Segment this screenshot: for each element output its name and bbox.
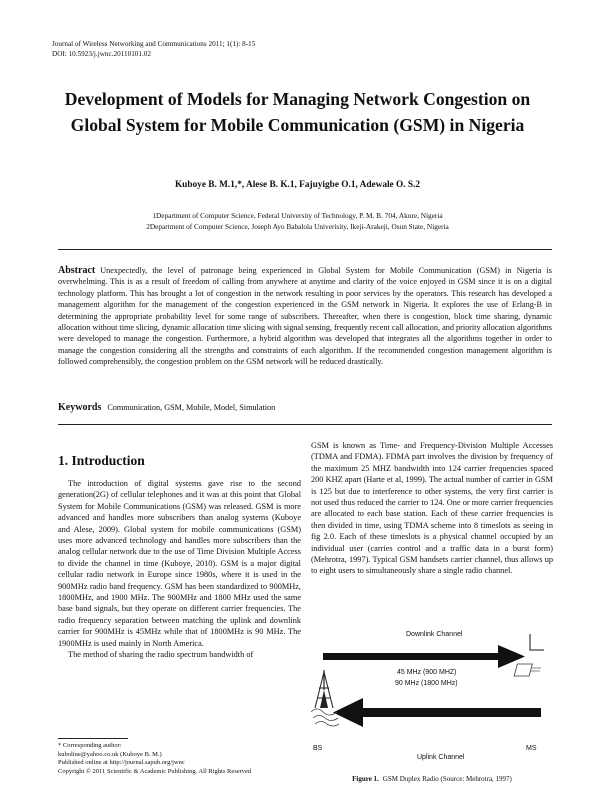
top-divider <box>58 249 552 250</box>
caption-label: Figure 1. <box>352 775 379 783</box>
paper-title: Development of Models for Managing Network Congestion on Global System for Mobile Communication (GSM) in Nigeria <box>64 89 531 135</box>
figure-1 <box>311 628 553 768</box>
uplink-label: Uplink Channel <box>417 754 465 761</box>
downlink-arrow <box>323 645 525 668</box>
journal-header <box>52 40 255 59</box>
footnote <box>58 742 301 776</box>
left-column <box>58 478 301 661</box>
affiliation-2: 2Department of Computer Science, Joseph Ayo Babalola Univerisity, Ikeji-Arakeji, Osun State, Nigeria <box>146 221 449 231</box>
journal-doi: DOI: 10.5923/j.jwnc.20110101.02 <box>52 49 151 58</box>
uplink-arrow <box>333 698 541 727</box>
affiliations <box>40 211 555 232</box>
footnote-email: kuboline@yahoo.co.uk (Kuboye B. M.) <box>58 750 162 758</box>
downlink-label: Downlink Channel <box>406 631 463 638</box>
author-list: Kuboye B. M.1,*, Alese B. K.1, Fajuyigbe O.1, Adewale O. S.2 <box>174 180 421 190</box>
footnote-corresponding: * Corresponding author: <box>58 742 122 749</box>
bs-label: BS <box>313 745 323 752</box>
abstract-text: Unexpectedly, the level of patronage being experienced in Global System for Mobile Communication (GSM) in Nigeria is overwhelming. This is as a result of freedom of calling from anywhere at anytime and clarity of the voice enjoyed in GSM since it is on a digital technology platform. This has brought a lot of congestion in the network resulting in poor services by the operators. This research has developed a management algorithm for the management of the congestion experienced in the GSM network in Nigeria. It explores the use of Erlang-B in determining the appropriate probability level for some range of subscribers. Thereafter, when there is congestion, block time sharing, dynamic allocation without time slicing, dynamic allocation time slicing with signal sensing, frequently recent call allocation, and priority allocation algorithms were developed to manage the congestion. Furthermore, a hybrid algorithm was developed that integrates all the algorithms together in order to manage the congestion considering all the strengths and constraints of each algorithm. If the recommended congestion management algorithm is followed comprehensibly, the congestion problem on the GSM network will be reduced drastically. <box>58 266 552 367</box>
frequency-900-label: 45 MHz (900 MHZ) <box>397 669 457 676</box>
figure-caption <box>311 775 553 783</box>
base-station-tower-icon <box>311 670 339 726</box>
keywords-label: Keywords <box>58 402 102 413</box>
affiliation-1: 1Department of Computer Science, Federal University of Technology, P. M. B. 704, Akure, Nigeria <box>152 211 443 220</box>
abstract-label: Abstract <box>58 265 96 276</box>
intro-paragraph-3: GSM is known as Time- and Frequency-Division Multiple Accesses (TDMA and FDMA). FDMA part involves the division by frequency of the maximum 25 MHZ bandwidth into 124 carrier frequencies spaced 200 KHZ apart (Harte et al, 1999). The actual number of carrier in GSM is 125 but due to interference to other systems, the very first carrier is not used thus reduced the carrier to 124. One or more carrier frequencies are allocated to each base station. Each of these carrier frequencies is then divided in time, using TDMA scheme into 8 timeslots as seeing in fig 2.0. Each of these timeslots is a physical channel occupied by an individual user (carries control and a traffic data in a burst form) (Mehrotra, 1997). Typical GSM handsets carrier channel, thus allows up to eight users to simultaneously share a single radio channel. <box>311 441 553 576</box>
figure-graphic <box>311 628 553 768</box>
journal-citation: Journal of Wireless Networking and Communications 2011; 1(1): 8-15 <box>52 40 256 48</box>
ms-label: MS <box>526 745 537 752</box>
footnote-divider <box>58 738 128 739</box>
keywords-section <box>58 402 552 413</box>
keywords-text: Communication, GSM, Mobile, Model, Simulation <box>107 403 276 412</box>
frequency-1800-label: 90 MHz (1800 MHz) <box>395 680 458 687</box>
section-heading: 1. Introduction <box>58 453 145 468</box>
footnote-copyright: Copyright © 2011 Scientific & Academic Publishing. All Rights Reserved <box>58 767 252 775</box>
abstract-section <box>58 265 552 368</box>
intro-paragraph-2: The method of sharing the radio spectrum bandwidth of <box>68 650 254 660</box>
caption-text: GSM Duplex Radio (Source: Mehrotra, 1997) <box>382 775 512 783</box>
footnote-published: Published online at http://journal.sapub.org/jwnc <box>58 759 185 767</box>
right-column <box>311 440 553 577</box>
bottom-divider <box>58 424 552 425</box>
intro-paragraph-1: The introduction of digital systems gave rise to the second generation(2G) of cellular telephones and it was at this point that Global System for Mobile Communications (GSM) was released. GSM is more advanced and handles more subscribers than analog systems (Kuboye and Alese, 2009). Global system for mobile communications (GSM) uses more advanced technology and handles more subscribers than the analog cellular network due to the use of Time Division Multiple Access to divide the channel in time (Kuboye, 2010). GSM is a major digital cellular radio network in Europe since 1980s, where it is used in the 900MHz radio band frequency. GSM has been standardized to 900MHz, 1800MHz, and 1900 MHz. The 900MHz and 1800 MHz used the same base band signals, but they operate on different carrier frequencies. The radio frequency separation between matching the uplink and downlink carrier for 900MHz is 45MHz while that of 1800MHz is 90 MHz. The 1900MHz is used mainly in North America. <box>58 479 301 648</box>
